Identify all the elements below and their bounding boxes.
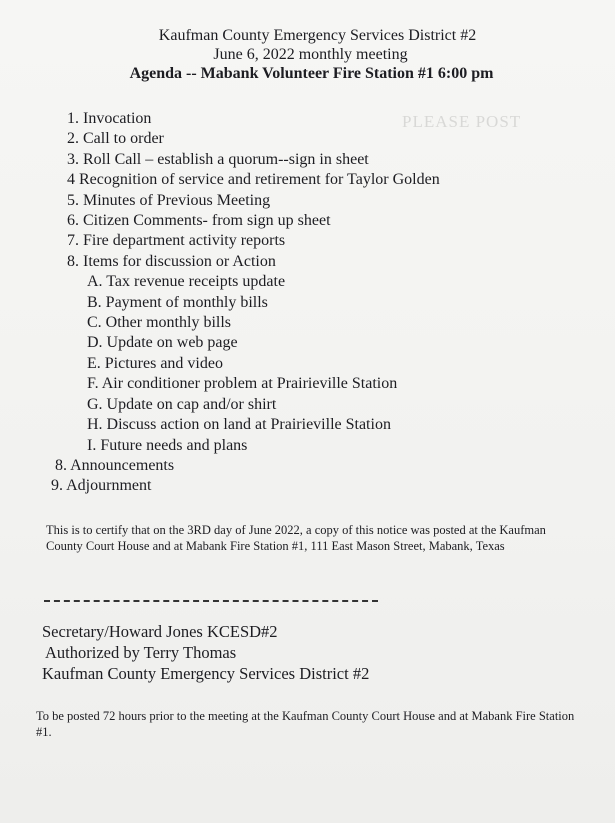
agenda-item: 7. Fire department activity reports (67, 232, 286, 250)
agenda-subitem: F. Air conditioner problem at Prairieville Station (87, 375, 398, 393)
agenda-subitem: E. Pictures and video (87, 354, 223, 372)
agenda-list (51, 109, 587, 497)
agenda-subitem: G. Update on cap and/or shirt (87, 395, 277, 413)
agenda-subitem: A. Tax revenue receipts update (87, 273, 286, 291)
watermark-text: PLEASE POST (402, 112, 522, 131)
agenda-item: 2. Call to order (67, 130, 164, 148)
agenda-subitem: H. Discuss action on land at Prairieville Station (87, 416, 391, 434)
posting-instructions: To be posted 72 hours prior to the meeting at the Kaufman County Court House and at Mabank Fire Station #1. (36, 709, 575, 739)
signoff-block (42, 621, 562, 684)
authorized-line: Authorized by Terry Thomas (45, 643, 237, 662)
agenda-item: 6. Citizen Comments- from sign up sheet (67, 212, 331, 230)
agenda-subitem: I. Future needs and plans (87, 436, 248, 454)
signature-line (44, 600, 378, 602)
agenda-heading: Agenda -- Mabank Volunteer Fire Station #1 6:00 pm (129, 65, 494, 82)
secretary-line: Secretary/Howard Jones KCESD#2 (42, 622, 278, 641)
certification-notice: This is to certify that on the 3RD day of June 2022, a copy of this notice was posted at the Kaufman County Court House and at Mabank Fire Station #1, 111 East Mason Street, Mabank, Texas (46, 523, 546, 553)
agenda-subitem: C. Other monthly bills (87, 314, 231, 332)
agenda-item: 4 Recognition of service and retirement for Taylor Golden (67, 171, 440, 189)
meeting-date: June 6, 2022 monthly meeting (213, 46, 408, 63)
agenda-item: 1. Invocation (67, 110, 152, 127)
agenda-item: 8. Announcements (55, 456, 175, 474)
district-line: Kaufman County Emergency Services District #2 (42, 664, 370, 683)
district-title: Kaufman County Emergency Services District #2 (158, 27, 477, 44)
agenda-subitem: B. Payment of monthly bills (87, 293, 268, 311)
agenda-item: 5. Minutes of Previous Meeting (67, 191, 271, 209)
agenda-item: 9. Adjournment (51, 477, 152, 495)
agenda-subitem: D. Update on web page (87, 334, 238, 352)
agenda-item: 3. Roll Call – establish a quorum--sign in sheet (67, 150, 369, 168)
document-header (0, 26, 615, 83)
agenda-item: 8. Items for discussion or Action (67, 252, 276, 270)
